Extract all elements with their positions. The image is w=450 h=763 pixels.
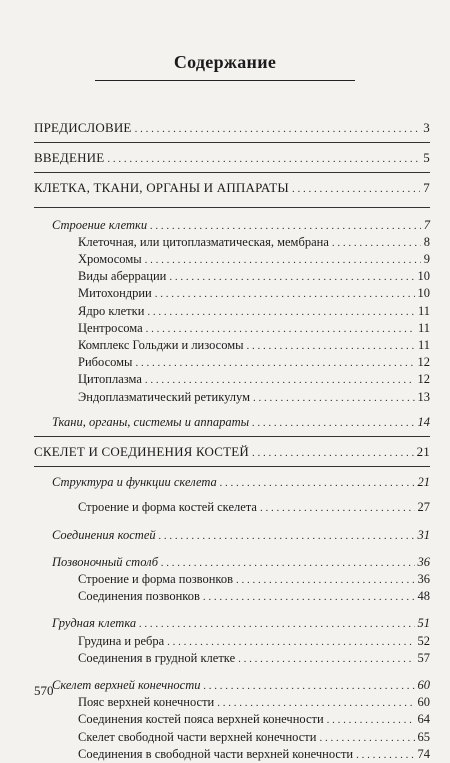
toc-entry (34, 571, 430, 588)
toc-leader-dots (204, 678, 415, 694)
toc-entry (34, 444, 430, 461)
toc-entry-title: Соединения в грудной клетке (78, 650, 236, 665)
toc-leader-dots (292, 181, 420, 197)
toc-entry-title: Соединения костей пояса верхней конечности (78, 712, 324, 727)
toc-leader-dots (236, 572, 415, 588)
toc-entry (34, 633, 430, 650)
toc-entry (34, 120, 430, 137)
toc-entry-page: 8 (423, 234, 430, 249)
toc-entry-page: 60 (417, 678, 430, 693)
toc-entry-title: СКЕЛЕТ И СОЕДИНЕНИЯ КОСТЕЙ (34, 444, 250, 460)
toc-leader-dots (247, 338, 415, 354)
toc-entry-page: 14 (417, 414, 430, 429)
toc-entry-page: 74 (417, 746, 430, 761)
toc-entry-title: Грудная клетка (52, 616, 137, 631)
toc-entry (34, 354, 430, 371)
toc-entry-page: 13 (417, 389, 430, 404)
page-number: 570 (34, 683, 54, 698)
toc-entry-title: Хромосомы (78, 252, 142, 267)
toc-entry-page: 36 (417, 554, 430, 569)
toc-entry (34, 694, 430, 711)
toc-entry (34, 677, 430, 694)
toc-entry (34, 389, 430, 406)
toc-leader-dots (135, 121, 421, 137)
toc-leader-dots (161, 555, 414, 571)
toc-entry-page: 65 (417, 729, 430, 744)
toc-entry-title: Эндоплазматический ретикулум (78, 389, 251, 404)
toc-entry-page: 27 (417, 500, 430, 515)
toc-leader-dots (217, 695, 414, 711)
toc-entry (34, 251, 430, 268)
toc-entry-page: 31 (417, 527, 430, 542)
toc-entry-title: Строение и форма позвонков (78, 572, 233, 587)
toc-leader-dots (356, 747, 414, 763)
toc-entry (34, 729, 430, 746)
toc-leader-dots (145, 372, 415, 388)
toc-entry-page: 11 (417, 338, 430, 353)
toc-entry-page: 12 (417, 372, 430, 387)
toc-entry-page: 10 (417, 286, 430, 301)
toc-entry (34, 527, 430, 544)
toc-entry (34, 371, 430, 388)
toc-entry (34, 234, 430, 251)
toc-leader-dots (238, 651, 414, 667)
toc-entry-title: Рибосомы (78, 355, 133, 370)
toc-leader-dots (253, 390, 414, 406)
toc-entry-page: 12 (417, 355, 430, 370)
toc-entry (34, 499, 430, 516)
toc-entry-title: Митохондрии (78, 286, 152, 301)
toc-leader-dots (327, 712, 415, 728)
toc-entry-page: 11 (417, 303, 430, 318)
toc-entry-page: 10 (417, 269, 430, 284)
toc-entry (34, 615, 430, 632)
toc-entry (34, 320, 430, 337)
toc-entry-title: Соединения позвонков (78, 589, 200, 604)
toc-leader-dots (146, 321, 415, 337)
toc-entry-title: Строение и форма костей скелета (78, 500, 257, 515)
toc-leader-dots (319, 730, 414, 746)
toc-entry-page: 36 (417, 572, 430, 587)
section-divider (34, 436, 430, 437)
page-title: Содержание (173, 52, 277, 72)
toc-entry-title: Цитоплазма (78, 372, 142, 387)
toc-leader-dots (139, 616, 414, 632)
toc-entry-page: 52 (417, 633, 430, 648)
toc-entry (34, 474, 430, 491)
toc-leader-dots (260, 500, 415, 516)
toc-entry-page: 48 (417, 589, 430, 604)
table-of-contents (34, 120, 430, 763)
toc-entry (34, 303, 430, 320)
toc-leader-dots (252, 415, 414, 431)
toc-entry-title: ВВЕДЕНИЕ (34, 150, 105, 166)
toc-entry (34, 180, 430, 197)
toc-entry-title: Центросома (78, 320, 143, 335)
toc-entry (34, 285, 430, 302)
toc-entry-title: Виды аберрации (78, 269, 167, 284)
toc-entry (34, 217, 430, 234)
toc-entry-title: ПРЕДИСЛОВИЕ (34, 120, 132, 135)
toc-entry (34, 746, 430, 763)
toc-entry-page: 7 (423, 217, 430, 232)
toc-entry-title: Грудина и ребра (78, 633, 165, 648)
toc-entry-title: Ткани, органы, системы и аппараты (52, 414, 250, 429)
title-underline (95, 80, 355, 81)
toc-leader-dots (107, 151, 420, 167)
toc-entry-title: Позвоночный столб (52, 554, 159, 569)
toc-entry-title: Соединения костей (52, 527, 156, 542)
toc-entry-page: 5 (423, 150, 430, 166)
toc-entry-page: 60 (417, 695, 430, 710)
toc-entry-page: 51 (417, 616, 430, 631)
toc-entry-page: 21 (416, 444, 430, 460)
toc-entry-title: Комплекс Гольджи и лизосомы (78, 338, 244, 353)
section-divider (34, 207, 430, 208)
toc-entry-page: 7 (423, 180, 430, 196)
section-divider (34, 142, 430, 143)
toc-entry (34, 150, 430, 167)
toc-entry-page: 3 (423, 120, 430, 135)
toc-entry-title: Ядро клетки (78, 303, 145, 318)
toc-entry-title: Пояс верхней конечности (78, 695, 215, 710)
toc-leader-dots (159, 528, 415, 544)
toc-entry-page: 11 (417, 320, 430, 335)
toc-leader-dots (169, 269, 414, 285)
toc-entry-page: 64 (417, 712, 430, 727)
toc-leader-dots (147, 304, 415, 320)
toc-leader-dots (145, 252, 421, 268)
toc-entry-page: 21 (417, 475, 430, 490)
toc-leader-dots (155, 286, 415, 302)
toc-entry-title: Скелет свободной части верхней конечности (78, 729, 317, 744)
section-divider (34, 172, 430, 173)
toc-leader-dots (150, 218, 421, 234)
toc-entry (34, 711, 430, 728)
toc-leader-dots (252, 445, 414, 461)
toc-entry (34, 650, 430, 667)
toc-entry-title: Соединения в свободной части верхней конечности (78, 746, 354, 761)
toc-entry (34, 588, 430, 605)
toc-entry (34, 337, 430, 354)
toc-leader-dots (167, 634, 414, 650)
toc-leader-dots (220, 475, 415, 491)
toc-entry-title: Клеточная, или цитоплазматическая, мембрана (78, 234, 329, 249)
toc-leader-dots (203, 589, 415, 605)
toc-entry (34, 268, 430, 285)
toc-entry-title: Скелет верхней конечности (52, 678, 201, 693)
toc-leader-dots (135, 355, 414, 371)
toc-entry-title: КЛЕТКА, ТКАНИ, ОРГАНЫ И АППАРАТЫ (34, 180, 289, 196)
toc-entry (34, 554, 430, 571)
toc-entry-page: 57 (417, 650, 430, 665)
toc-entry (34, 414, 430, 431)
toc-entry-page: 9 (423, 252, 430, 267)
toc-entry-title: Структура и функции скелета (52, 475, 217, 490)
section-divider (34, 466, 430, 467)
toc-leader-dots (332, 235, 421, 251)
toc-entry-title: Строение клетки (52, 217, 148, 232)
